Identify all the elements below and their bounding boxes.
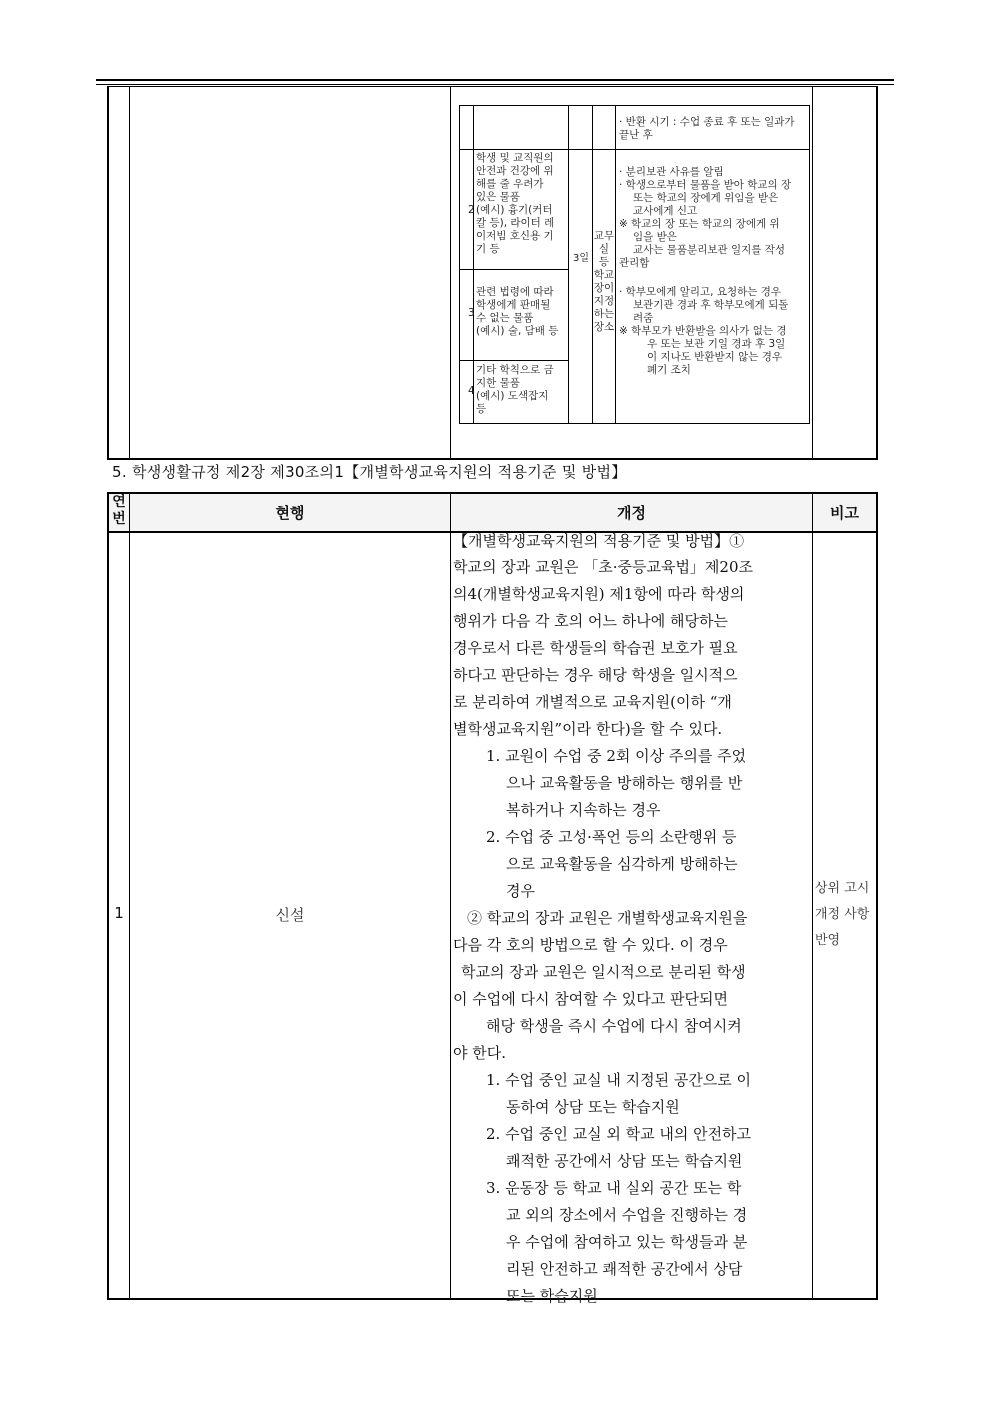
embedded-row-line-1 — [460, 149, 809, 150]
col-divider-no — [129, 492, 130, 1300]
header-remarks: 비고 — [830, 504, 859, 522]
remarks: 상위 고시 개정 사항 반영 — [815, 881, 870, 948]
header-rule-thick — [96, 79, 894, 81]
embedded-item-table — [459, 105, 810, 424]
header-rule-thin — [96, 84, 894, 85]
embedded-row-line-3 — [460, 360, 569, 361]
item-number-3: 3 — [468, 307, 475, 319]
header-no: 연번 — [112, 494, 126, 527]
embedded-col-line-1 — [473, 106, 474, 423]
continued-col-divider-1 — [129, 86, 130, 460]
storage-place: 교무 실 등 학교 장이 지정 하는 장소 — [593, 230, 615, 333]
item-description-4: 기타 학칙으로 금 지한 물품 (예시) 도색잡지 등 — [476, 364, 554, 415]
col-divider-revised — [812, 492, 813, 1300]
return-time-note: · 반환 시기 : 수업 종료 후 또는 일과가 끝난 후 — [619, 116, 795, 141]
item-number-2: 2 — [468, 204, 475, 216]
embedded-col-line-4 — [615, 106, 616, 423]
item-description-2: 학생 및 교직원의 안전과 건강에 위 해를 줄 우려가 있은 물품 (예시) 흉기(커터 칼 등), 라이터 레 이저빔 호신용 기 기 등 — [476, 152, 555, 255]
continued-col-divider-3 — [812, 86, 813, 460]
current-provision: 신설 — [275, 906, 305, 924]
storage-period: 3일 — [572, 253, 590, 264]
section-title: 5. 학생생활규정 제2장 제30조의1【개별학생교육지원의 적용기준 및 방법】 — [112, 463, 627, 481]
item-number-4: 4 — [468, 385, 475, 397]
continued-col-divider-2 — [450, 86, 451, 460]
embedded-col-line-2 — [568, 106, 569, 423]
procedure-text: · 분리보관 사유를 알림 · 학생으로부터 물품을 받아 학교의 장 또는 학교의 장에게 위임을 받은 교사에게 신고 ※ 학교의 장 또는 학교의 장에게 위 임을 받은 교사는 물품분리보관 일지를 작성 관리함 · 학부모에게 알리고, 요청하는 경우 보관기관 경과 후 학부모에게 되돌 려줌 ※ 학부모가 반환받을 의사가 없는 경 우 또는 보관 기일 경과 후 3일 이 지나도 반환받지 않는 경우 폐기 조치 — [619, 166, 792, 376]
header-revised: 개정 — [617, 504, 646, 522]
header-current: 현행 — [275, 504, 305, 522]
col-divider-current — [450, 492, 451, 1300]
item-description-3: 관련 법령에 따라 학생에게 판매될 수 없는 물품 (예시) 술, 담배 등 — [476, 286, 559, 337]
embedded-row-line-2 — [460, 269, 569, 270]
row-number: 1 — [114, 904, 124, 922]
